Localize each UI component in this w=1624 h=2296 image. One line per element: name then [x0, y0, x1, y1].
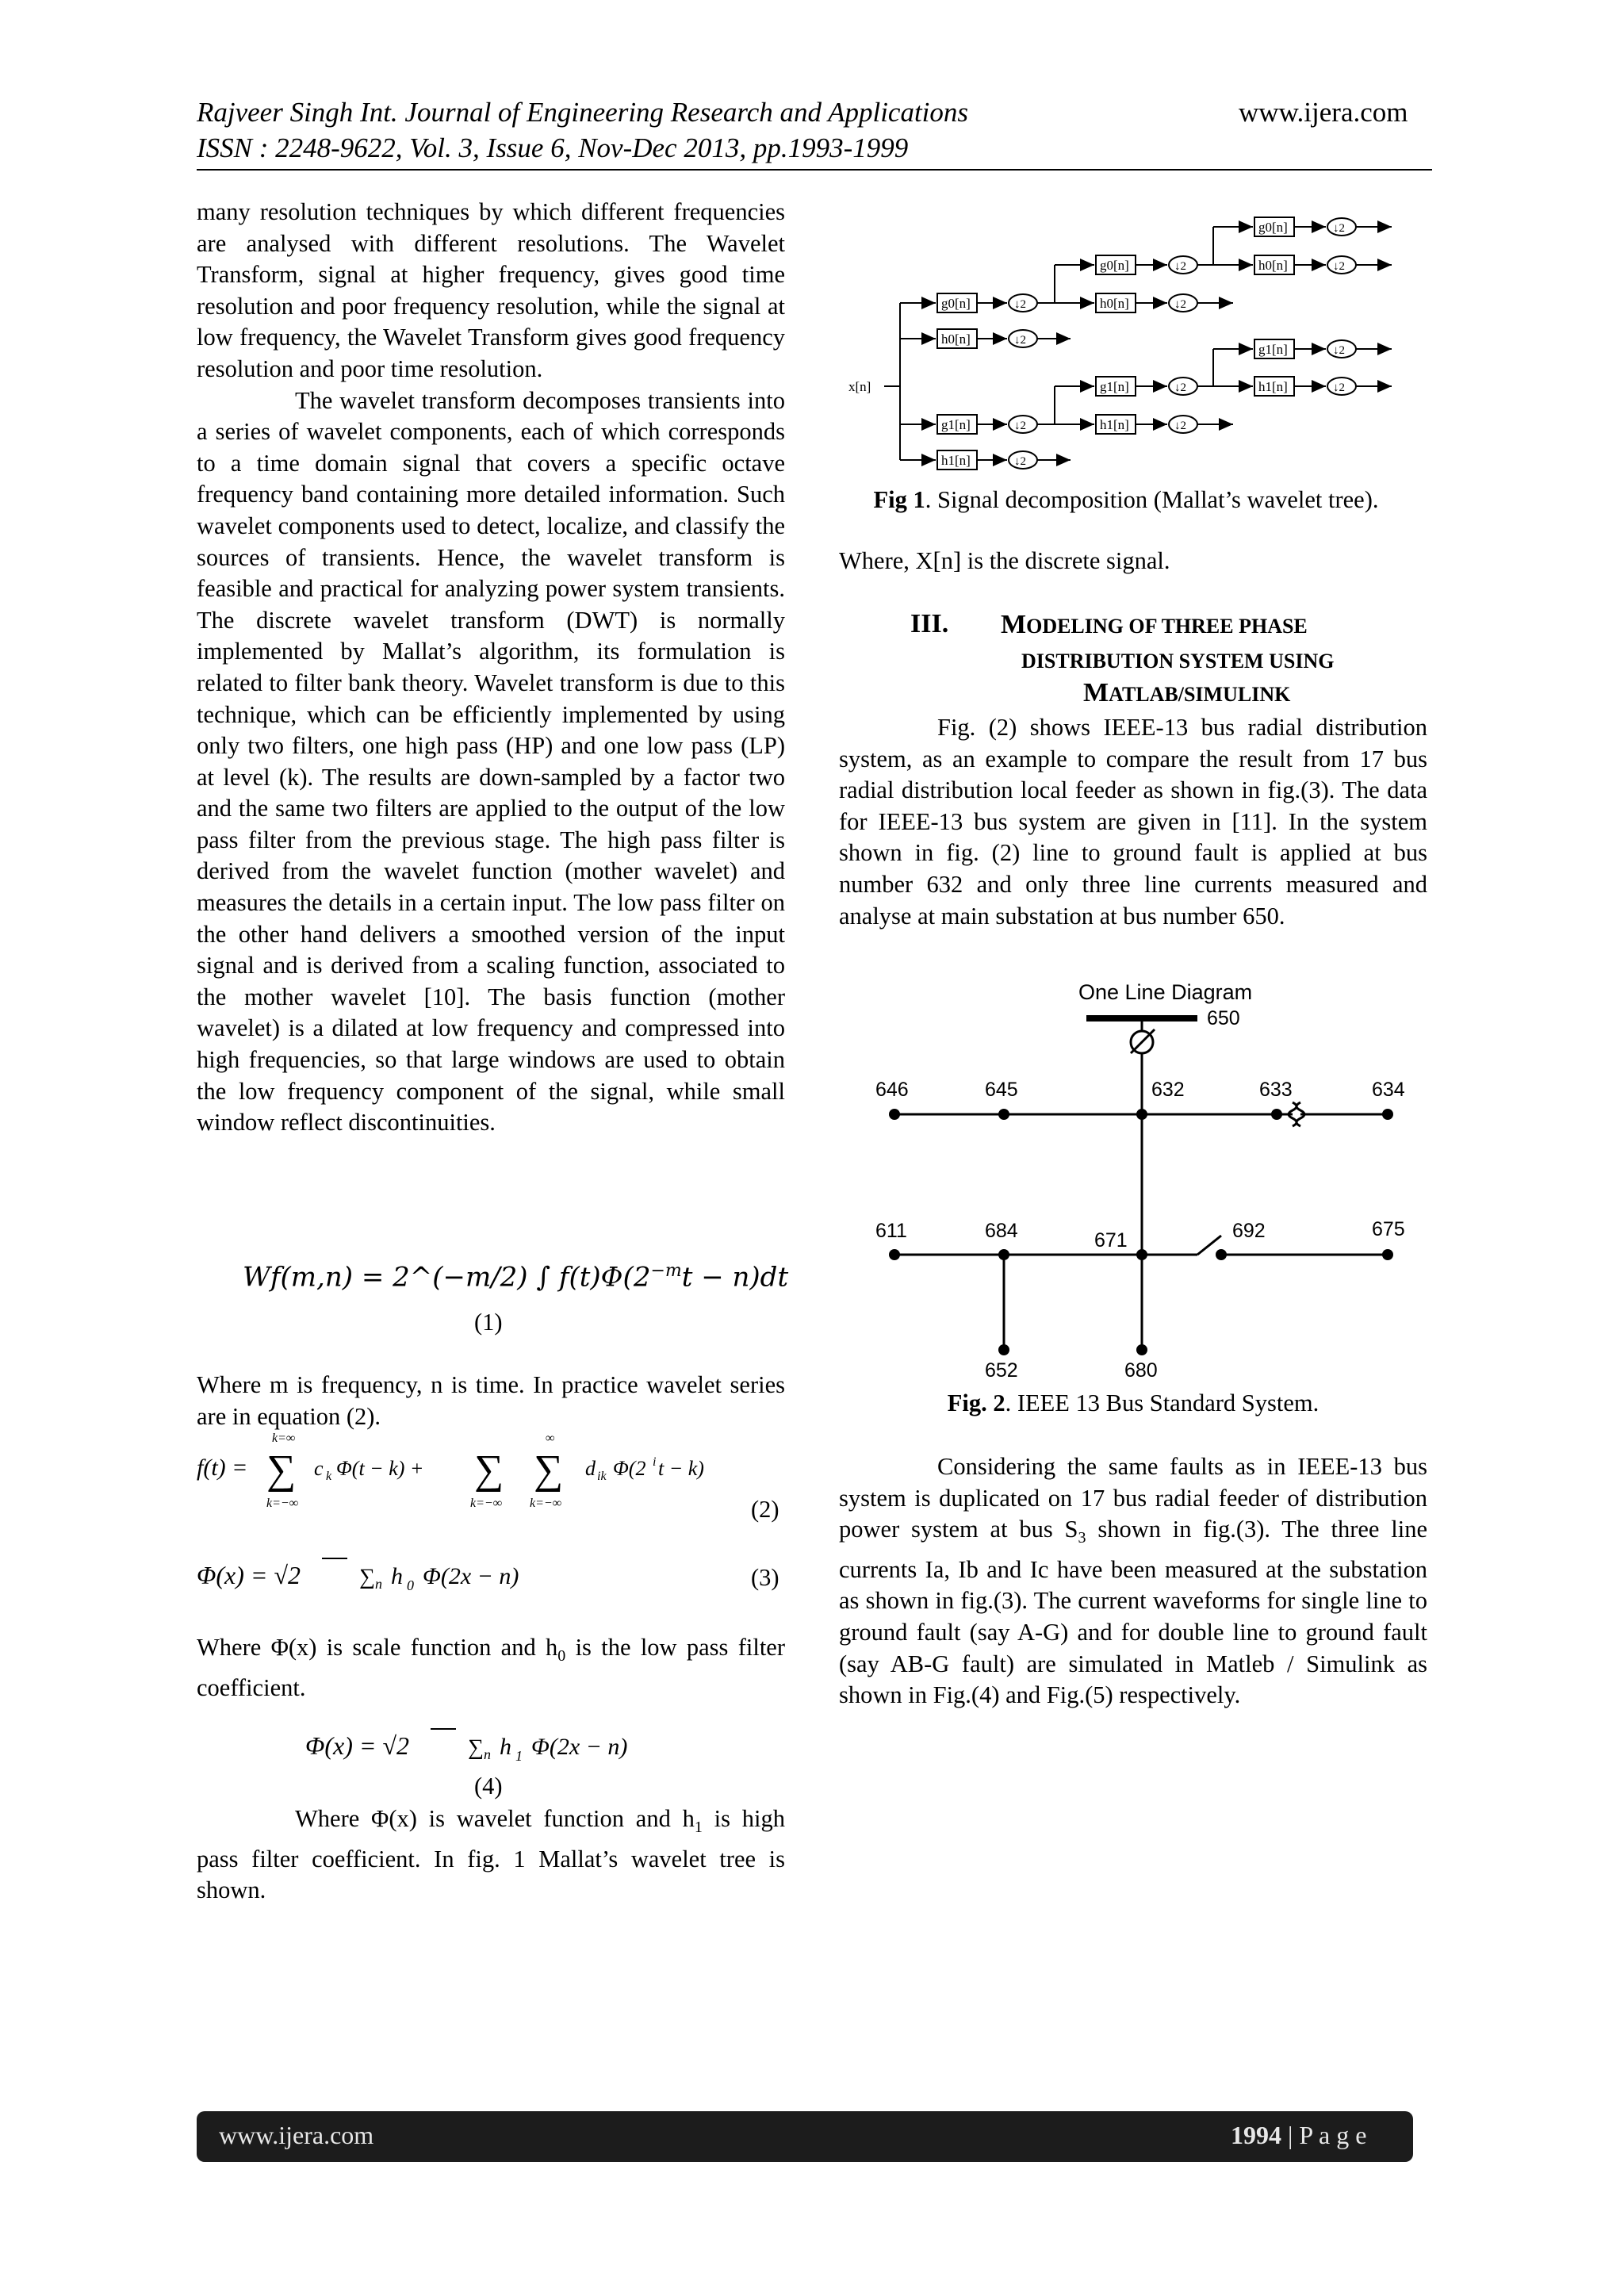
left-paragraph-4-sub: 0: [557, 1647, 566, 1665]
svg-text:g1[n]: g1[n]: [1100, 379, 1129, 394]
svg-text:↓2: ↓2: [1333, 222, 1345, 235]
svg-text:k=−∞: k=−∞: [266, 1497, 299, 1510]
svg-text:h1[n]: h1[n]: [1258, 379, 1288, 394]
svg-text:↓2: ↓2: [1014, 334, 1026, 347]
header-journal-line: Rajveer Singh Int. Journal of Engineering Research and Applications: [197, 97, 969, 128]
right-paragraph-1: Fig. (2) shows IEEE-13 bus radial distribution system, as an example to compare the result from 17 bus radial distribution local feeder as shown in fig.(3). The data for IEEE-13 bus system are given in [11]. In the system shown in fig. (2) line to ground fault is applied at bus number 632 and only three line currents measured and analyse at main substation at bus number 650.: [839, 714, 1427, 930]
svg-text:1: 1: [515, 1748, 523, 1764]
equation-1-main: Wf(m,n) = 2^(−m/2) ∫ f(t)Φ(2: [243, 1261, 651, 1294]
svg-text:0: 0: [407, 1577, 414, 1593]
svg-text:g0[n]: g0[n]: [1258, 220, 1288, 235]
svg-text:k=−∞: k=−∞: [470, 1497, 503, 1510]
figure-1-caption: [841, 484, 1411, 516]
svg-text:k=∞: k=∞: [272, 1432, 296, 1445]
svg-text:692: 692: [1232, 1220, 1266, 1242]
svg-text:i: i: [653, 1455, 657, 1469]
svg-text:↓2: ↓2: [1014, 455, 1026, 468]
svg-text:Φ(2: Φ(2: [613, 1457, 646, 1480]
svg-text:671: 671: [1094, 1229, 1128, 1251]
figure-1-wavelet-tree: [841, 208, 1411, 477]
svg-text:Φ(x) = √2: Φ(x) = √2: [197, 1561, 301, 1589]
equation-1-exponent: −m: [650, 1261, 682, 1281]
figure-2-caption-label: Fig. 2: [947, 1389, 1005, 1416]
svg-text:↓2: ↓2: [1014, 298, 1026, 311]
svg-text:h0[n]: h0[n]: [1258, 258, 1288, 273]
svg-text:652: 652: [985, 1359, 1018, 1382]
svg-text:675: 675: [1372, 1218, 1405, 1240]
fig2-title: One Line Diagram: [1078, 980, 1253, 1004]
equation-3: [197, 1550, 577, 1598]
svg-text:↓2: ↓2: [1014, 420, 1026, 432]
svg-text:633: 633: [1259, 1079, 1293, 1101]
svg-text:684: 684: [985, 1220, 1018, 1242]
figure-2-one-line-diagram: [872, 976, 1419, 1388]
svg-text:↓2: ↓2: [1174, 381, 1186, 394]
left-paragraph-1: many resolution techniques by which different frequencies are analysed with different resolutions. The Wavelet Transform, signal at higher frequency, gives good time resolution and poor frequency resolution, while the signal at low frequency, the Wavelet Transform gives good frequency resolution and poor time resolution.: [197, 198, 785, 382]
figure-1-caption-label: Fig 1: [873, 486, 925, 513]
svg-text:h0[n]: h0[n]: [1100, 296, 1129, 311]
svg-text:↓2: ↓2: [1333, 344, 1345, 357]
svg-text:Φ(x) = √2: Φ(x) = √2: [305, 1731, 410, 1760]
equation-2-number: (2): [751, 1496, 779, 1523]
left-paragraph-5-sub: 1: [694, 1819, 703, 1837]
svg-text:c: c: [314, 1457, 324, 1480]
svg-text:h1[n]: h1[n]: [1100, 417, 1129, 432]
figure-2-caption-text: . IEEE 13 Bus Standard System.: [1005, 1389, 1320, 1416]
svg-text:∞: ∞: [546, 1432, 555, 1445]
figure-1-caption-text: . Signal decomposition (Mallat’s wavelet tree).: [925, 486, 1379, 513]
left-paragraph-2: The wavelet transform decomposes transients into a series of wavelet components, each of which corresponds to a time domain signal that covers a specific octave frequency band containing more detailed information. Such wavelet components used to detect, localize, and classify the sources of transients. Hence, the wavelet transform is feasible and practical for analyzing power system transients. The discrete wavelet transform (DWT) is normally implemented by Mallat’s algorithm, its formulation is related to filter bank theory. Wavelet transform is due to this technique, which can be efficiently implemented by using only two filters, one high pass (HP) and one low pass (LP) at level (k). The results are down-sampled by a factor two and the same two filters are applied to the output of the low pass filter from the previous stage. The high pass filter is derived from the wavelet function (mother wavelet) and measures the details in a certain input. The low pass filter on the other hand delivers a smoothed version of the input signal and is derived from a scaling function, associated to the mother wavelet [10]. The basis function (mother wavelet) is a dilated at low frequency and compressed into high frequencies, so that large windows are used to obtain the low frequency component of the signal, while small window reflect discontinuities.: [197, 386, 785, 1137]
svg-text:Φ(t − k) +: Φ(t − k) +: [336, 1457, 424, 1480]
equation-4-number: (4): [474, 1773, 503, 1800]
svg-text:t − k): t − k): [658, 1457, 704, 1480]
header-issn-line: ISSN : 2248-9622, Vol. 3, Issue 6, Nov-Dec 2013, pp.1993-1999: [197, 132, 909, 163]
svg-text:h0[n]: h0[n]: [941, 332, 971, 347]
svg-text:650: 650: [1207, 1007, 1240, 1029]
svg-text:g1[n]: g1[n]: [941, 417, 971, 432]
svg-text:∑: ∑: [534, 1447, 564, 1493]
svg-text:634: 634: [1372, 1079, 1405, 1101]
equation-2: [197, 1428, 744, 1515]
footer-website-link[interactable]: www.ijera.com: [219, 2121, 374, 2149]
svg-text:n: n: [375, 1576, 382, 1592]
svg-text:646: 646: [875, 1079, 909, 1101]
svg-text:f(t) =: f(t) =: [197, 1455, 248, 1481]
svg-text:∑: ∑: [266, 1447, 297, 1493]
section-number: III.: [910, 609, 949, 638]
svg-text:611: 611: [875, 1220, 907, 1242]
footer-page-number: 1994 | P a g e: [1231, 2121, 1367, 2149]
right-where-x: Where, X[n] is the discrete signal.: [839, 547, 1170, 574]
svg-text:ik: ik: [597, 1470, 607, 1483]
equation-1-tail: t − n)dt: [681, 1261, 789, 1294]
equation-1-number: (1): [474, 1309, 503, 1336]
svg-text:g0[n]: g0[n]: [941, 296, 971, 311]
svg-text:d: d: [585, 1457, 596, 1480]
equation-1: [243, 1261, 788, 1293]
right-paragraph-2-a: Considering the same faults as in IEEE-13 bus system is duplicated on 17 bus radial feeder of distribution power system at bus S: [839, 1453, 1427, 1543]
svg-text:↓2: ↓2: [1333, 381, 1345, 394]
page-footer: [197, 2111, 1413, 2162]
svg-text:680: 680: [1124, 1359, 1158, 1382]
svg-text:↓2: ↓2: [1174, 260, 1186, 273]
svg-text:n: n: [484, 1746, 491, 1762]
left-paragraph-4-b: is the low pass filter coefficient.: [197, 1634, 786, 1701]
svg-text:∑: ∑: [359, 1565, 375, 1589]
header-website: www.ijera.com: [1239, 97, 1408, 128]
svg-text:↓2: ↓2: [1333, 260, 1345, 273]
right-paragraph-2-b: shown in fig.(3). The three line currents Ia, Ib and Ic have been measured at the substation as shown in fig.(3). The current waveforms for single line to ground fault (say A-G) and for double line to ground fault (say AB-G fault) are simulated in Matleb / Simulink as shown in Fig.(4) and Fig.(5) respectively.: [839, 1516, 1427, 1709]
left-paragraph-5-b: is high pass filter coefficient. In fig. 1 Mallat’s wavelet tree is shown.: [197, 1805, 785, 1904]
svg-text:∑: ∑: [468, 1735, 484, 1760]
svg-text:632: 632: [1151, 1079, 1185, 1101]
figure-2-caption: [839, 1387, 1427, 1419]
svg-text:g1[n]: g1[n]: [1258, 342, 1288, 357]
svg-text:645: 645: [985, 1079, 1018, 1101]
section-title: MODELING OF THREE PHASE DISTRIBUTION SYSTEM USING MATLAB/SIMULINK: [1001, 610, 1335, 707]
svg-text:∑: ∑: [474, 1447, 504, 1493]
left-paragraph-5-a: Where Φ(x) is wavelet function and h: [295, 1805, 695, 1832]
svg-text:↓2: ↓2: [1174, 298, 1186, 311]
equation-3-number: (3): [751, 1564, 779, 1591]
svg-text:k=−∞: k=−∞: [530, 1497, 562, 1510]
svg-text:↓2: ↓2: [1174, 420, 1186, 432]
svg-text:Φ(2x − n): Φ(2x − n): [531, 1734, 628, 1760]
svg-text:h: h: [500, 1734, 511, 1760]
right-paragraph-2: [839, 1451, 1427, 1711]
left-paragraph-3: Where m is frequency, n is time. In practice wavelet series are in equation (2).: [197, 1371, 785, 1430]
svg-text:h: h: [391, 1563, 403, 1589]
equation-4: [305, 1721, 686, 1769]
left-column-text: [197, 197, 785, 1139]
right-paragraph-2-sub: 3: [1078, 1529, 1086, 1547]
left-paragraph-5: [197, 1803, 785, 1907]
svg-text:h1[n]: h1[n]: [941, 453, 971, 468]
svg-text:k: k: [326, 1470, 332, 1483]
svg-text:Φ(2x − n): Φ(2x − n): [423, 1563, 519, 1589]
header-rule: [197, 169, 1432, 171]
left-paragraph-4: [197, 1632, 785, 1704]
fig1-input-label: x[n]: [848, 379, 871, 394]
svg-text:g0[n]: g0[n]: [1100, 258, 1129, 273]
left-paragraph-4-a: Where Φ(x) is scale function and h: [197, 1634, 558, 1661]
